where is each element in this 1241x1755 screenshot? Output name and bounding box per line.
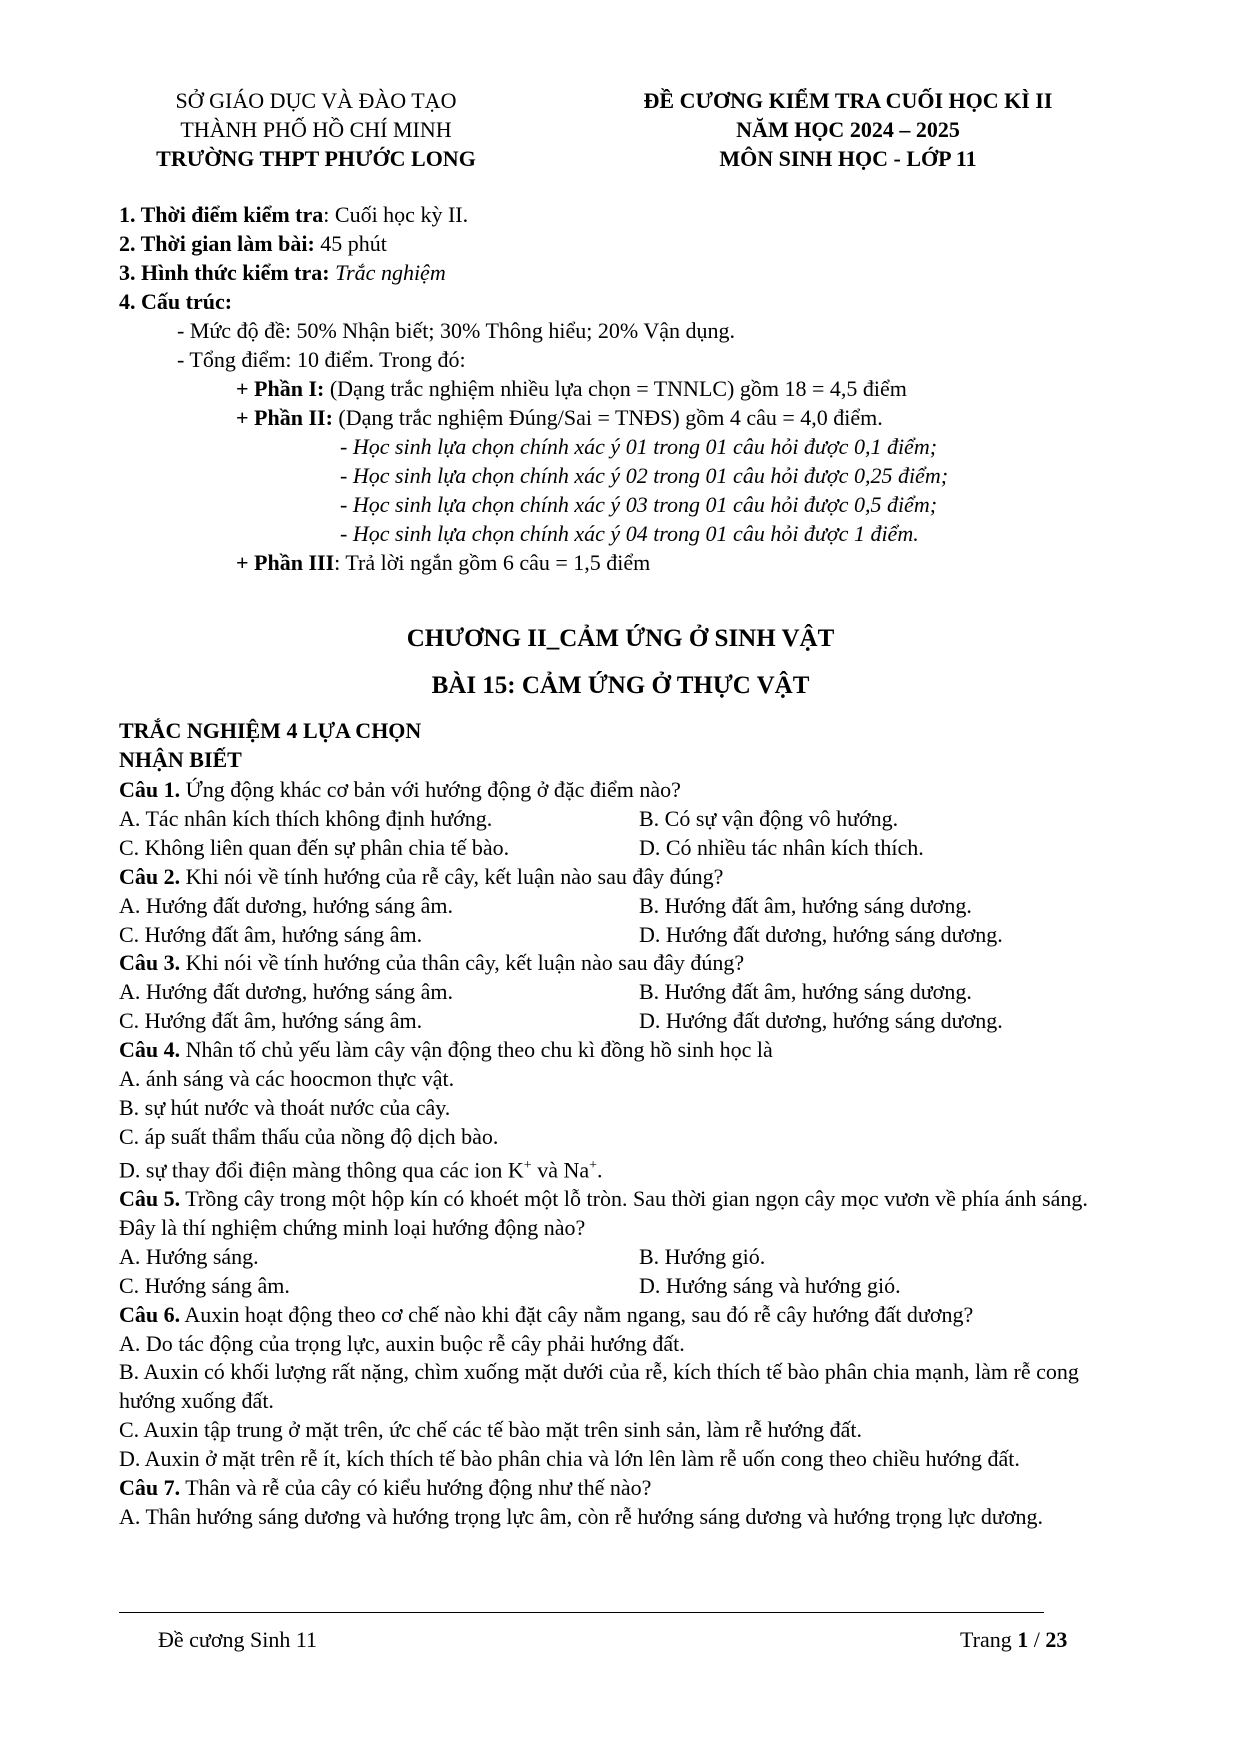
question-2: Câu 2. Khi nói về tính hướng của rễ cây, kết luận nào sau đây đúng? xyxy=(119,863,724,889)
school-name: TRƯỜNG THPT PHƯỚC LONG xyxy=(156,146,476,171)
lesson-title: BÀI 15: CẢM ỨNG Ở THỰC VẬT xyxy=(431,672,810,699)
department-name: SỞ GIÁO DỤC VÀ ĐÀO TẠO xyxy=(175,88,457,113)
question-5: Câu 5. Trồng cây trong một hộp kín có khoét một lỗ tròn. Sau thời gian ngọn cây mọc vươn về phía ánh sáng. Đây là thí nghiệm chứng minh loại hướng động nào? xyxy=(119,1186,1088,1240)
answer-option: B. Hướng đất âm, hướng sáng dương. xyxy=(639,979,972,1005)
question-list xyxy=(119,776,1129,1532)
answer-option: C. Auxin tập trung ở mặt trên, ức chế các tế bào mặt trên sinh sản, làm rễ hướng đất. xyxy=(119,1417,862,1443)
answer-row xyxy=(119,1243,1129,1272)
answer-option: C. Hướng đất âm, hướng sáng âm. xyxy=(119,1008,423,1034)
structure-level: - Mức độ đề: 50% Nhận biết; 30% Thông hiểu; 20% Vận dụng. xyxy=(177,318,735,343)
info-item-duration: 2. Thời gian làm bài: 45 phút xyxy=(119,231,387,256)
answer-option: D. Hướng đất dương, hướng sáng dương. xyxy=(639,921,1003,947)
structure-part-1: + Phần I: (Dạng trắc nghiệm nhiều lựa chọn = TNNLC) gồm 18 = 4,5 điểm xyxy=(236,376,907,401)
answer-option: D. sự thay đổi điện màng thông qua các ion K+ và Na+. xyxy=(119,1157,603,1183)
answer-option: B. Có sự vận động vô hướng. xyxy=(639,805,899,831)
answer-row xyxy=(119,1007,1129,1036)
city-name: THÀNH PHỐ HỒ CHÍ MINH xyxy=(180,117,452,142)
answer-option: A. Hướng đất dương, hướng sáng âm. xyxy=(119,979,454,1005)
answer-option: A. ánh sáng và các hoocmon thực vật. xyxy=(119,1066,455,1092)
answer-option: C. áp suất thẩm thấu của nồng độ dịch bào. xyxy=(119,1123,499,1149)
part-2-note: - Học sinh lựa chọn chính xác ý 01 trong 01 câu hỏi được 0,1 điểm; xyxy=(340,434,938,459)
answer-option: B. Auxin có khối lượng rất nặng, chìm xuống mặt dưới của rễ, kích thích tế bào phân chia mạnh, làm rễ cong hướng xuống đất. xyxy=(119,1359,1079,1414)
part-2-note: - Học sinh lựa chọn chính xác ý 04 trong 01 câu hỏi được 1 điểm. xyxy=(340,521,919,546)
answer-row xyxy=(119,805,1129,834)
answer-row xyxy=(119,834,1129,863)
footer-page-number: Trang 1 / 23 xyxy=(960,1627,1068,1652)
answer-option: A. Do tác động của trọng lực, auxin buộc rễ cây phải hướng đất. xyxy=(119,1330,685,1356)
school-year: NĂM HỌC 2024 – 2025 xyxy=(736,117,960,142)
document-title: ĐỀ CƯƠNG KIỂM TRA CUỐI HỌC KÌ II xyxy=(643,88,1053,113)
answer-option: A. Hướng sáng. xyxy=(119,1243,259,1269)
question-4: Câu 4. Nhân tố chủ yếu làm cây vận động theo chu kì đồng hồ sinh học là xyxy=(119,1037,773,1063)
exam-info xyxy=(119,200,948,577)
part-2-note: - Học sinh lựa chọn chính xác ý 03 trong 01 câu hỏi được 0,5 điểm; xyxy=(340,492,938,517)
answer-option: B. sự hút nước và thoát nước của cây. xyxy=(119,1094,451,1120)
answer-option: B. Hướng đất âm, hướng sáng dương. xyxy=(639,892,972,918)
question-1: Câu 1. Ứng động khác cơ bản với hướng động ở đặc điểm nào? xyxy=(119,777,681,802)
level-title: NHẬN BIẾT xyxy=(119,747,242,772)
answer-option: C. Hướng sáng âm. xyxy=(119,1272,290,1298)
answer-option: D. Có nhiều tác nhân kích thích. xyxy=(639,834,924,860)
footer-document-name: Đề cương Sinh 11 xyxy=(158,1627,318,1652)
info-item-format: 3. Hình thức kiểm tra: Trắc nghiệm xyxy=(119,260,446,285)
structure-total: - Tổng điểm: 10 điểm. Trong đó: xyxy=(177,347,466,372)
subject-grade: MÔN SINH HỌC - LỚP 11 xyxy=(719,146,977,171)
chapter-title: CHƯƠNG II_CẢM ỨNG Ở SINH VẬT xyxy=(406,625,835,652)
structure-part-2: + Phần II: (Dạng trắc nghiệm Đúng/Sai = TNĐS) gồm 4 câu = 4,0 điểm. xyxy=(236,405,883,430)
answer-option: B. Hướng gió. xyxy=(639,1243,766,1269)
question-6: Câu 6. Auxin hoạt động theo cơ chế nào khi đặt cây nằm ngang, sau đó rễ cây hướng đất dương? xyxy=(119,1301,974,1327)
section-title: TRẮC NGHIỆM 4 LỰA CHỌN xyxy=(119,718,422,743)
structure-part-3: + Phần III: Trả lời ngắn gồm 6 câu = 1,5 điểm xyxy=(236,550,651,575)
answer-option: C. Không liên quan đến sự phân chia tế bào. xyxy=(119,834,510,860)
question-3: Câu 3. Khi nói về tính hướng của thân cây, kết luận nào sau đây đúng? xyxy=(119,950,745,976)
answer-option: A. Thân hướng sáng dương và hướng trọng lực âm, còn rễ hướng sáng dương và hướng trọng lực dương. xyxy=(119,1503,1043,1529)
header-right xyxy=(598,86,1098,173)
footer-divider xyxy=(119,1612,1044,1613)
answer-option: A. Hướng đất dương, hướng sáng âm. xyxy=(119,892,454,918)
answer-option: C. Hướng đất âm, hướng sáng âm. xyxy=(119,921,423,947)
header-left xyxy=(120,86,512,173)
info-item-structure: 4. Cấu trúc: xyxy=(119,289,233,314)
answer-row xyxy=(119,892,1129,921)
answer-row xyxy=(119,978,1129,1007)
answer-option: D. Hướng sáng và hướng gió. xyxy=(639,1272,901,1298)
answer-option: D. Auxin ở mặt trên rễ ít, kích thích tế bào phân chia và lớn lên làm rễ uốn cong theo chiều hướng đất. xyxy=(119,1446,1020,1472)
part-2-note: - Học sinh lựa chọn chính xác ý 02 trong 01 câu hỏi được 0,25 điểm; xyxy=(340,463,949,488)
answer-row xyxy=(119,921,1129,950)
info-item-time-point: 1. Thời điểm kiểm tra: Cuối học kỳ II. xyxy=(119,202,469,227)
answer-row xyxy=(119,1272,1129,1301)
answer-option: D. Hướng đất dương, hướng sáng dương. xyxy=(639,1008,1003,1034)
answer-option: A. Tác nhân kích thích không định hướng. xyxy=(119,805,493,831)
question-7: Câu 7. Thân và rễ của cây có kiểu hướng động như thế nào? xyxy=(119,1475,652,1501)
